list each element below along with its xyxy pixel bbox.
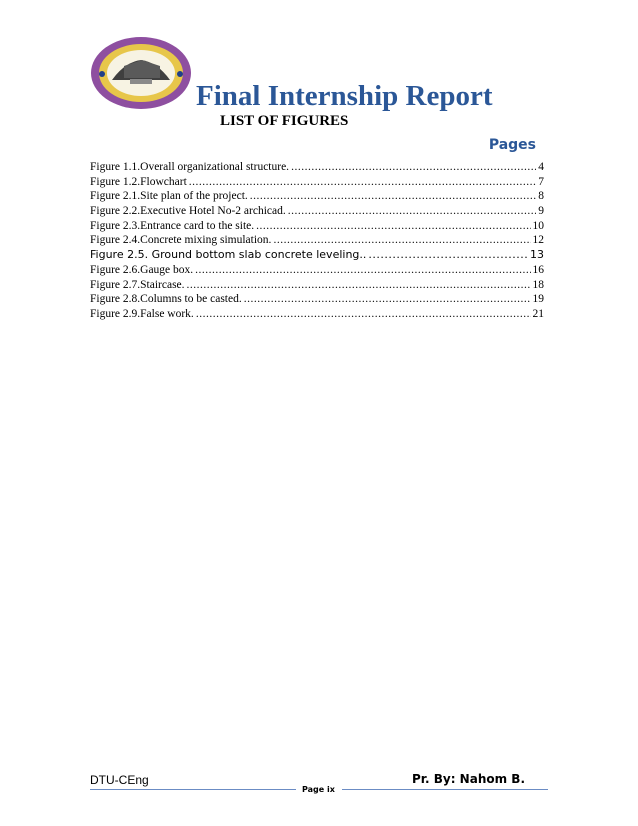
footer-divider-left: [90, 789, 296, 790]
figure-entry[interactable]: [90, 189, 544, 204]
figure-page: 12: [532, 234, 544, 247]
figure-label: Figure 1.1.Overall organizational structure.: [90, 161, 290, 173]
figure-label: Figure 2.9.False work.: [90, 307, 194, 320]
figure-page: 8: [538, 190, 544, 203]
university-logo: [90, 36, 192, 110]
dot-leader: [244, 292, 531, 307]
figure-entry[interactable]: [90, 219, 544, 234]
footer-department: DTU-CEng: [90, 773, 149, 787]
figure-page: 19: [532, 293, 544, 306]
pages-column-label: Pages: [488, 137, 536, 153]
figure-entry[interactable]: [90, 292, 544, 307]
dot-leader: [291, 160, 536, 175]
dot-leader: [189, 175, 536, 190]
report-title: Final Internship Report: [196, 80, 493, 112]
footer-divider-right: [342, 789, 548, 790]
figure-page: 9: [538, 205, 544, 218]
dot-leader: [250, 189, 536, 204]
figure-label: Figure 2.6.Gauge box.: [90, 263, 194, 276]
dot-leader: [273, 233, 530, 248]
figure-page: 4: [538, 161, 544, 173]
dot-leader: [187, 278, 531, 293]
figure-label: Figure 2.2.Executive Hotel No-2 archicad.: [90, 205, 286, 218]
dot-leader: [288, 204, 536, 219]
footer-author: Pr. By: Nahom B.: [412, 772, 525, 786]
figure-label: Figure 2.8.Columns to be casted.: [90, 293, 242, 306]
figure-page: 10: [532, 219, 544, 232]
figure-label: Figure 1.2.Flowchart: [90, 175, 187, 188]
figure-entry[interactable]: [90, 204, 544, 219]
figure-label: Figure 2.3.Entrance card to the site.: [90, 219, 255, 232]
figure-entry[interactable]: [90, 278, 544, 293]
figure-label: Figure 2.1.Site plan of the project.: [90, 190, 248, 203]
figure-page: 13: [530, 248, 544, 262]
figure-page: 21: [532, 307, 544, 320]
figure-label: Figure 2.4.Concrete mixing simulation.: [90, 234, 272, 247]
dot-leader: [368, 248, 528, 263]
figure-entry[interactable]: [90, 248, 544, 263]
list-of-figures-heading: LIST OF FIGURES: [220, 113, 349, 129]
figure-entry[interactable]: [90, 307, 544, 322]
footer-page-number: Page ix: [302, 785, 335, 794]
figure-page: 7: [538, 175, 544, 188]
list-of-figures: [90, 160, 544, 322]
figure-entry[interactable]: [90, 263, 544, 278]
figure-entry[interactable]: [90, 160, 544, 175]
figure-label: Figure 2.7.Staircase.: [90, 278, 185, 291]
figure-entry[interactable]: [90, 233, 544, 248]
figure-page: 18: [532, 278, 544, 291]
dot-leader: [196, 307, 531, 322]
dot-leader: [256, 219, 530, 234]
figure-entry[interactable]: [90, 175, 544, 190]
dot-leader: [195, 263, 530, 278]
figure-label: Figure 2.5. Ground bottom slab concrete leveling..: [90, 248, 367, 262]
figure-page: 16: [532, 263, 544, 276]
